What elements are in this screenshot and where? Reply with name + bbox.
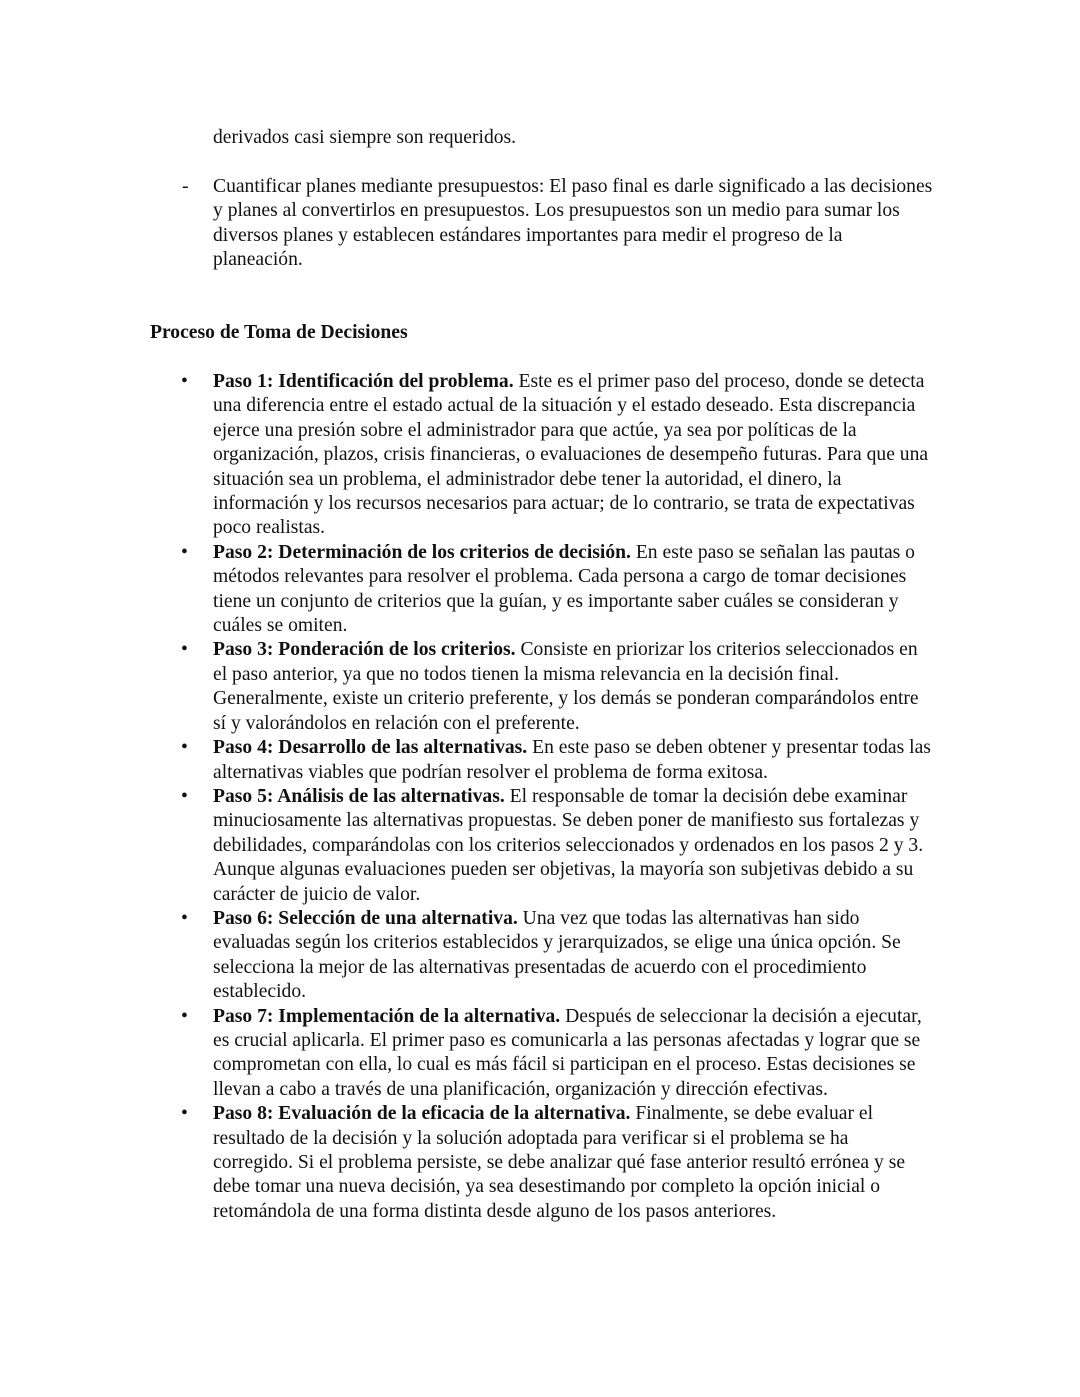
step-body: Finalmente, se debe evaluar el resultado de la decisión y la solución adoptada para verificar si el problema se ha corregido. Si el problema persiste, se debe analizar qué fase anterior resultó errónea y se debe tomar una nueva decisión, ya sea desestimando por completo la opción inicial o retomándola de una forma distinta desde alguno de los pasos anteriores.: [213, 1103, 906, 1222]
dash-item-text: Cuantificar planes mediante presupuestos: El paso final es darle significado a las decisiones y planes al convertirlos en presupuestos. Los presupuestos son un medio para sumar los diversos planes y establecen estándares importantes para medir el progreso de la planeación.: [213, 176, 933, 271]
list-item-step-7: [181, 1005, 933, 1103]
list-item-step-5: [181, 785, 933, 907]
list-item-step-6: [181, 907, 933, 1005]
bullet-icon: •: [181, 1005, 188, 1027]
bullet-icon: •: [181, 639, 188, 661]
bullet-icon: •: [181, 541, 188, 563]
step-body: El responsable de tomar la decisión debe examinar minuciosamente las alternativas propuestas. Se deben poner de manifiesto sus fortalezas y debilidades, comparándolas con los criterios seleccionados y ordenados en los pasos 2 y 3. Aunque algunas evaluaciones pueden ser objetivas, la mayoría son subjetivas debido a su carácter de juicio de valor.: [213, 785, 924, 905]
bullet-icon: •: [181, 737, 188, 759]
step-title: Paso 6: Selección de una alternativa.: [213, 907, 518, 929]
step-title: Paso 2: Determinación de los criterios de decisión.: [213, 541, 631, 563]
decision-steps-list: [181, 370, 933, 1224]
step-title: Paso 5: Análisis de las alternativas.: [213, 785, 505, 807]
step-body: En este paso se deben obtener y presentar todas las alternativas viables que podrían resolver el problema de forma exitosa.: [213, 737, 931, 783]
continuation-paragraph: derivados casi siempre son requeridos.: [213, 127, 517, 148]
dash-marker: -: [182, 176, 189, 197]
list-item-step-2: [181, 541, 933, 639]
bullet-icon: •: [181, 1103, 188, 1125]
step-title: Paso 8: Evaluación de la eficacia de la alternativa.: [213, 1103, 631, 1125]
step-title: Paso 3: Ponderación de los criterios.: [213, 639, 516, 661]
list-item-step-3: [181, 638, 933, 736]
section-heading: Proceso de Toma de Decisiones: [150, 322, 408, 343]
step-title: Paso 7: Implementación de la alternativa.: [213, 1005, 561, 1027]
dash-list-item: [182, 175, 933, 273]
step-title: Paso 4: Desarrollo de las alternativas.: [213, 737, 528, 759]
bullet-icon: •: [181, 785, 188, 807]
step-body: En este paso se señalan las pautas o métodos relevantes para resolver el problema. Cada persona a cargo de tomar decisiones tiene un conjunto de criterios que la guían, y es importante saber cuáles se consideran y cuáles se omiten.: [213, 541, 915, 637]
list-item-step-4: [181, 736, 933, 785]
step-title: Paso 1: Identificación del problema.: [213, 371, 514, 392]
list-item-step-8: [181, 1102, 933, 1224]
bullet-icon: •: [181, 907, 188, 929]
step-body: Una vez que todas las alternativas han sido evaluadas según los criterios establecidos y jerarquizados, se elige una única opción. Se selecciona la mejor de las alternativas presentadas de acuerdo con el procedimiento establecido.: [213, 907, 901, 1003]
bullet-icon: •: [181, 371, 188, 392]
step-body: Después de seleccionar la decisión a ejecutar, es crucial aplicarla. El primer paso es comunicarla a las personas afectadas y lograr que se comprometan con ella, lo cual es más fácil si participan en el proceso. Estas decisiones se llevan a cabo a través de una planificación, organización y dirección efectivas.: [213, 1005, 922, 1100]
step-body: Este es el primer paso del proceso, donde se detecta una diferencia entre el estado actual de la situación y el estado deseado. Esta discrepancia ejerce una presión sobre el administrador para que actúe, ya sea por políticas de la organización, plazos, crisis financieras, o evaluaciones de desempeño futuras. Para que una situación sea un problema, el administrador debe tener la autoridad, el dinero, la información y los recursos necesarios para actuar; de lo contrario, se trata de expectativas poco realistas.: [213, 371, 929, 539]
list-item-step-1: [181, 370, 933, 541]
step-body: Consiste en priorizar los criterios seleccionados en el paso anterior, ya que no todos tienen la misma relevancia en la decisión final. Generalmente, existe un criterio preferente, y los demás se ponderan comparándolos entre sí y valorándolos en relación con el preferente.: [213, 639, 919, 734]
